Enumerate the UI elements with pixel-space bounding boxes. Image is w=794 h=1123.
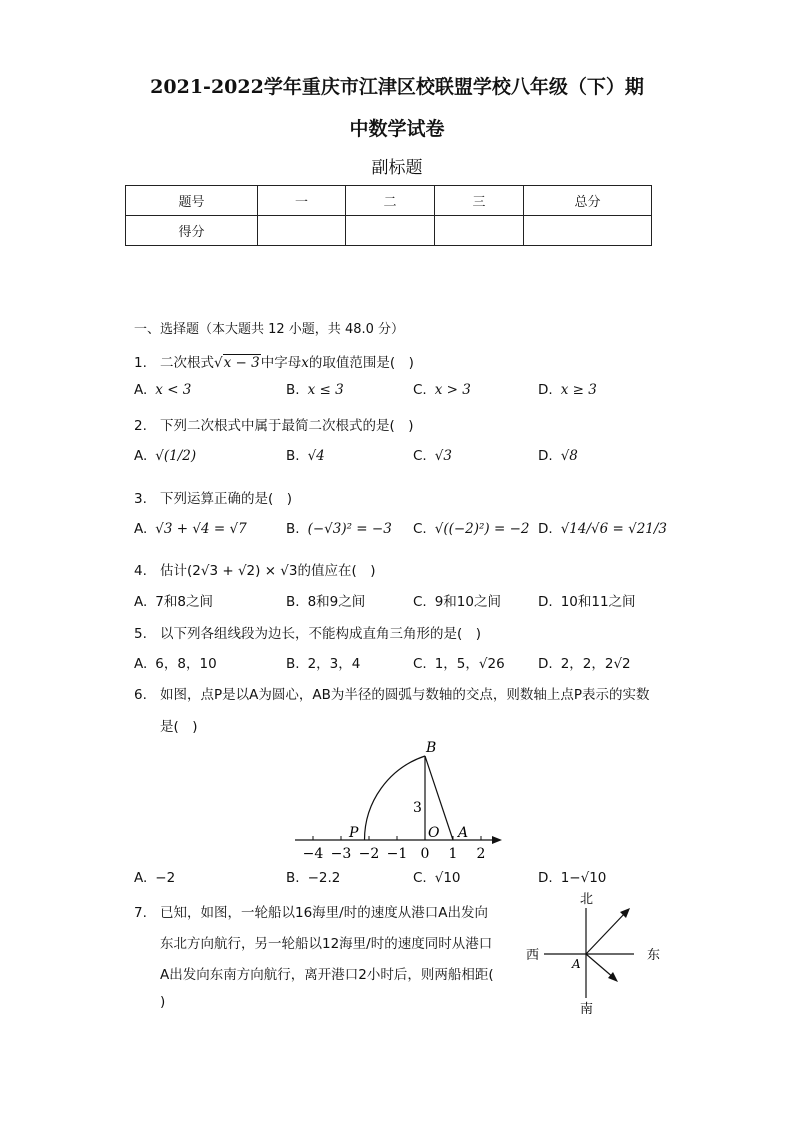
question-7	[134, 901, 488, 921]
score-table	[125, 185, 652, 246]
question-6	[134, 683, 650, 703]
option-b[interactable]: B. 8和9之间	[286, 594, 366, 610]
option-a[interactable]: A. −2	[134, 870, 176, 886]
tick-label: −1	[386, 846, 408, 862]
question-3	[134, 487, 292, 507]
question-number: 1.	[134, 355, 147, 371]
score-header-cell: 总分	[524, 186, 652, 216]
tick-label: 1	[448, 846, 458, 862]
label-east: 东	[647, 948, 661, 963]
axis-arrow	[492, 836, 502, 844]
question-radicand: x − 3	[223, 355, 260, 371]
paper-title-line2: 中数学试卷	[349, 118, 445, 140]
option-b[interactable]: B. 2，3，4	[286, 656, 361, 672]
question-number: 5.	[134, 626, 147, 642]
score-header-cell: 三	[435, 186, 524, 216]
option-b[interactable]: B. (−√3)² = −3	[286, 521, 392, 537]
option-b[interactable]: B. √4	[286, 448, 325, 464]
label-a: A	[458, 825, 469, 841]
question-2	[134, 414, 414, 434]
question-text: 已知，如图，一轮船以16海里/时的速度从港口A出发向	[160, 905, 488, 921]
score-cell[interactable]	[524, 216, 652, 246]
option-a[interactable]: A. 6，8，10	[134, 656, 217, 672]
option-c[interactable]: C. 9和10之间	[413, 594, 501, 610]
question-text: 下列运算正确的是( )	[160, 491, 293, 507]
option-a[interactable]: A. x < 3	[134, 382, 192, 398]
section-heading: 一、选择题（本大题共 12 小题，共 48.0 分）	[134, 322, 405, 337]
option-d[interactable]: D. 1−√10	[538, 870, 607, 886]
option-d[interactable]: D. 2，2，2√2	[538, 656, 631, 672]
question-4	[134, 559, 376, 579]
question-text: 中字母	[260, 355, 302, 371]
figure-number-line	[290, 738, 510, 863]
option-b[interactable]: B. −2.2	[286, 870, 341, 886]
question-text: 以下列各组线段为边长，不能构成直角三角形的是( )	[160, 626, 482, 642]
option-d[interactable]: D. √8	[538, 448, 578, 464]
question-var: x	[301, 355, 309, 371]
tick-label: 0	[420, 846, 430, 862]
question-text: 估计(2√3 + √2) × √3的值应在( )	[160, 563, 376, 579]
question-text: 的取值范围是( )	[308, 355, 414, 371]
score-cell[interactable]	[346, 216, 435, 246]
option-c[interactable]: C. 1，5，√26	[413, 656, 505, 672]
option-a[interactable]: A. 7和8之间	[134, 594, 213, 610]
option-a[interactable]: A. √(1/2)	[134, 448, 197, 464]
option-c[interactable]: C. √10	[413, 870, 461, 886]
question-number: 2.	[134, 418, 147, 434]
option-a[interactable]: A. √3 + √4 = √7	[134, 521, 247, 537]
option-d[interactable]: D. x ≥ 3	[538, 382, 597, 398]
option-c[interactable]: C. √3	[413, 448, 452, 464]
label-a: A	[572, 957, 581, 971]
ne-arrow-line	[586, 912, 626, 954]
option-d[interactable]: D. 10和11之间	[538, 594, 636, 610]
se-arrow-line	[586, 954, 614, 978]
score-cell[interactable]	[258, 216, 346, 246]
score-cell[interactable]	[435, 216, 524, 246]
label-p: P	[349, 825, 359, 841]
paper-subtitle: 副标题	[371, 158, 423, 178]
score-row-label: 得分	[126, 216, 258, 246]
option-d[interactable]: D. √14/√6 = √21/3	[538, 521, 668, 537]
figure-compass	[520, 888, 670, 1018]
tick-label: 2	[476, 846, 486, 862]
label-south: 南	[580, 1002, 594, 1017]
tick-label: −2	[358, 846, 380, 862]
label-west: 西	[526, 948, 540, 963]
score-header-cell: 题号	[126, 186, 258, 216]
question-number: 7.	[134, 905, 147, 921]
question-6-cont: 是( )	[160, 719, 198, 735]
label-three: 3	[413, 800, 422, 816]
label-b: B	[426, 740, 437, 756]
question-text: 二次根式	[160, 355, 214, 371]
question-number: 4.	[134, 563, 147, 579]
score-header-cell: 二	[346, 186, 435, 216]
tick-label: −4	[302, 846, 324, 862]
label-o: O	[428, 825, 440, 841]
question-7-line4: )	[160, 994, 166, 1010]
paper-title-line1: 2021-2022学年重庆市江津区校联盟学校八年级（下）期	[150, 76, 644, 98]
question-text: 下列二次根式中属于最简二次根式的是( )	[160, 418, 414, 434]
question-5	[134, 622, 481, 642]
tick-label: −3	[330, 846, 352, 862]
question-number: 3.	[134, 491, 147, 507]
label-north: 北	[580, 892, 594, 907]
option-c[interactable]: C. x > 3	[413, 382, 471, 398]
question-7-line2: 东北方向航行，另一轮船以12海里/时的速度同时从港口	[160, 936, 493, 952]
score-header-cell: 一	[258, 186, 346, 216]
score-table-row	[126, 216, 652, 246]
question-7-line3: A出发向东南方向航行，离开港口2小时后，则两船相距(	[160, 967, 494, 983]
arc	[365, 756, 426, 840]
score-table-header	[126, 186, 652, 216]
option-c[interactable]: C. √((−2)²) = −2	[413, 521, 530, 537]
question-number: 6.	[134, 687, 147, 703]
question-text: 如图，点P是以A为圆心，AB为半径的圆弧与数轴的交点，则数轴上点P表示的实数	[160, 687, 650, 703]
option-b[interactable]: B. x ≤ 3	[286, 382, 344, 398]
question-1: 1. 二次根式√x − 3中字母x的取值范围是( )	[134, 355, 414, 371]
